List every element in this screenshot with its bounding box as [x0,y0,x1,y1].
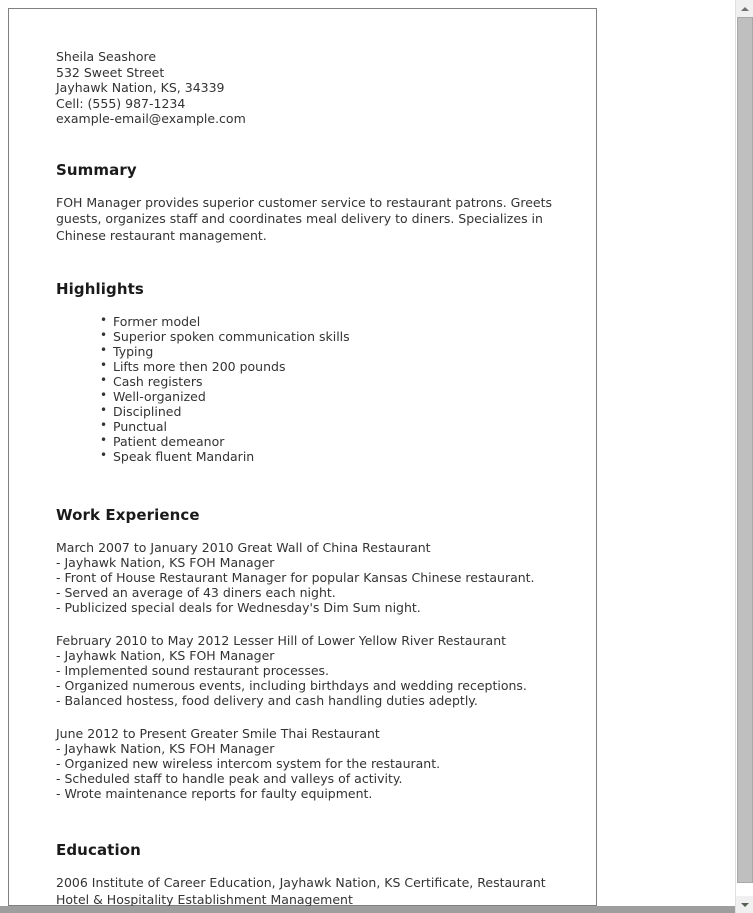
scrollbar-track[interactable] [736,17,753,896]
job-detail: - Front of House Restaurant Manager for popular Kansas Chinese restaurant. [56,570,535,585]
list-item: • Punctual [100,419,576,434]
highlights-heading: Highlights [56,280,144,298]
job-entry [56,726,576,801]
list-item: • Typing [100,344,576,359]
section-summary [56,161,576,245]
job-detail: - Organized numerous events, including birthdays and wedding receptions. [56,678,527,693]
job-detail: - Jayhawk Nation, KS FOH Manager [56,555,275,570]
scroll-down-button[interactable] [736,896,753,913]
candidate-name: Sheila Seashore [56,49,157,64]
education-text: 2006 Institute of Career Education, Jayhawk Nation, KS Certificate, Restaurant Hotel & Hospitality Establishment Management [56,875,546,907]
job-detail: - Organized new wireless intercom system for the restaurant. [56,756,441,771]
resume-page [8,8,597,906]
list-item: • Speak fluent Mandarin [100,449,576,464]
job-title: February 2010 to May 2012 Lesser Hill of Lower Yellow River Restaurant [56,633,507,648]
contact-phone: Cell: (555) 987-1234 [56,95,186,111]
job-detail: - Scheduled staff to handle peak and valleys of activity. [56,771,403,786]
job-detail: - Wrote maintenance reports for faulty equipment. [56,786,373,801]
scrollbar-thumb[interactable] [737,17,753,883]
section-education [56,841,576,908]
section-highlights [56,280,576,464]
education-heading: Education [56,841,141,859]
contact-city-state-zip: Jayhawk Nation, KS, 34339 [56,80,225,95]
window-bottom-strip [0,906,735,913]
contact-street: 532 Sweet Street [56,64,165,80]
list-item: • Cash registers [100,374,576,389]
vertical-scrollbar[interactable] [735,0,753,913]
summary-text: FOH Manager provides superior customer service to restaurant patrons. Greets guests, organizes staff and coordinates meal delivery to diners. Specializes in Chinese restaurant management. [56,194,553,243]
job-detail: - Jayhawk Nation, KS FOH Manager [56,741,275,756]
chevron-up-icon [741,7,749,11]
list-item: • Superior spoken communication skills [100,329,576,344]
highlights-list [56,314,576,464]
job-detail: - Implemented sound restaurant processes. [56,663,330,678]
resume-content [9,9,596,908]
list-item: • Lifts more then 200 pounds [100,359,576,374]
chevron-down-icon [741,903,749,907]
section-work-experience [56,506,576,801]
list-item: • Well-organized [100,389,576,404]
job-entry [56,633,576,708]
work-experience-heading: Work Experience [56,506,200,524]
scroll-up-button[interactable] [736,0,753,17]
contact-email: example-email@example.com [56,111,246,126]
list-item: • Patient demeanor [100,434,576,449]
job-detail: - Balanced hostess, food delivery and cash handling duties adeptly. [56,693,478,708]
list-item: • Disciplined [100,404,576,419]
job-detail: - Publicized special deals for Wednesday's Dim Sum night. [56,600,421,615]
job-detail: - Jayhawk Nation, KS FOH Manager [56,648,275,663]
job-detail: - Served an average of 43 diners each night. [56,585,336,600]
job-title: March 2007 to January 2010 Great Wall of China Restaurant [56,540,431,555]
summary-heading: Summary [56,160,137,179]
job-title: June 2012 to Present Greater Smile Thai Restaurant [56,726,380,741]
contact-header [56,49,576,127]
job-entry [56,540,576,615]
list-item: • Former model [100,314,576,329]
